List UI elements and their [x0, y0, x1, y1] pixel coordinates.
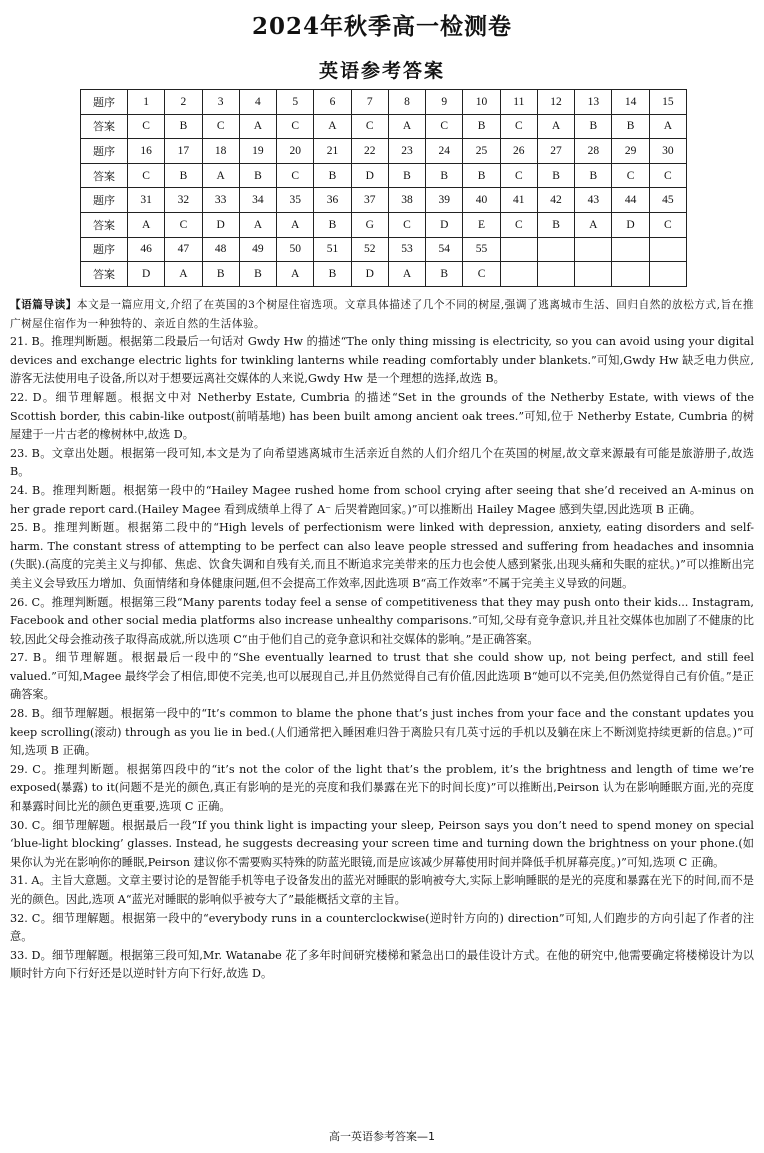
- guide-label: 【语篇导读】: [10, 299, 77, 311]
- table-cell: B: [426, 262, 463, 287]
- table-cell: C: [351, 114, 388, 139]
- explanation-item: 24. B。推理判断题。根据第一段中的“Hailey Magee rushed home from school crying after seeing that she’d received an A-minus on her grade report card.(Hailey Magee 看到成绩单上得了 A⁻ 后哭着跑回家。)”可以推断出 Hailey Magee 感到失望,因此选项 B 正确。: [10, 483, 754, 516]
- table-cell: 52: [351, 237, 388, 262]
- answer-row: [81, 114, 687, 139]
- explanation-item: 29. C。推理判断题。根据第四段中的“it’s not the color of the light that’s the problem, it’s the brightness and length of time we’re exposed(暴露) to it(问题不是光的颜色,真正有影响的是光的亮度和我们暴露在光下的时间长度)”可以推断出,Peirson 认为在影响睡眠方面,光的亮度和暴露时间比光的颜色更重要,选项 C 正确。: [10, 762, 754, 814]
- table-cell: C: [128, 163, 165, 188]
- table-cell: A: [388, 114, 425, 139]
- table-cell: B: [575, 114, 612, 139]
- table-cell: B: [575, 163, 612, 188]
- table-cell: 43: [575, 188, 612, 213]
- table-cell: A: [202, 163, 239, 188]
- table-cell: 10: [463, 90, 500, 115]
- table-cell: C: [388, 212, 425, 237]
- table-cell: B: [612, 114, 649, 139]
- table-cell: C: [277, 114, 314, 139]
- page-title: 2024年秋季高一检测卷: [251, 13, 512, 40]
- question-number-row: [81, 188, 687, 213]
- table-cell: G: [351, 212, 388, 237]
- table-cell: 7: [351, 90, 388, 115]
- table-cell: 8: [388, 90, 425, 115]
- table-cell: 4: [239, 90, 276, 115]
- table-cell: [500, 237, 537, 262]
- table-cell: [649, 262, 686, 287]
- table-cell: 55: [463, 237, 500, 262]
- table-cell: 39: [426, 188, 463, 213]
- table-cell: A: [277, 212, 314, 237]
- table-cell: 14: [612, 90, 649, 115]
- answer-row: [81, 163, 687, 188]
- table-cell: 16: [128, 139, 165, 164]
- table-cell: 34: [239, 188, 276, 213]
- table-cell: [612, 262, 649, 287]
- table-cell: B: [463, 114, 500, 139]
- table-cell: 20: [277, 139, 314, 164]
- table-cell: B: [426, 163, 463, 188]
- table-cell: [537, 262, 574, 287]
- table-cell: [500, 262, 537, 287]
- table-cell: [575, 262, 612, 287]
- guide-text: 本文是一篇应用文,介绍了在英国的3个树屋住宿选项。文章具体描述了几个不同的树屋,强调了逃离城市生活、回归自然的放松方式,旨在推广树屋住宿作为一种独特的、亲近自然的生活体验。: [10, 299, 754, 330]
- table-cell: A: [277, 262, 314, 287]
- table-cell: A: [239, 114, 276, 139]
- explanation-list: [10, 333, 754, 984]
- page-subtitle: 英语参考答案: [318, 60, 445, 82]
- table-cell: A: [388, 262, 425, 287]
- table-cell: 37: [351, 188, 388, 213]
- table-cell: C: [202, 114, 239, 139]
- table-cell: 41: [500, 188, 537, 213]
- table-cell: B: [202, 262, 239, 287]
- table-cell: 44: [612, 188, 649, 213]
- question-number-row: [81, 90, 687, 115]
- table-cell: [575, 237, 612, 262]
- table-cell: C: [277, 163, 314, 188]
- table-cell: 40: [463, 188, 500, 213]
- table-cell: 18: [202, 139, 239, 164]
- explanation-item: 23. B。文章出处题。根据第一段可知,本文是为了向希望逃离城市生活亲近自然的人们介绍几个在英国的树屋,故文章来源最有可能是旅游册子,故选 B。: [10, 446, 754, 479]
- table-cell: 36: [314, 188, 351, 213]
- table-cell: 1: [128, 90, 165, 115]
- table-cell: 29: [612, 139, 649, 164]
- table-cell: A: [537, 114, 574, 139]
- table-cell: C: [649, 163, 686, 188]
- table-cell: C: [463, 262, 500, 287]
- table-cell: A: [314, 114, 351, 139]
- table-cell: 33: [202, 188, 239, 213]
- table-cell: C: [426, 114, 463, 139]
- row-header-cell: 答案: [81, 114, 128, 139]
- explanation-item: 32. C。细节理解题。根据第一段中的“everybody runs in a counterclockwise(逆时针方向的) direction”可知,人们跑步的方向引起了作者的注意。: [10, 911, 754, 944]
- table-cell: 26: [500, 139, 537, 164]
- answer-row: [81, 262, 687, 287]
- explanation-item: 21. B。推理判断题。根据第二段最后一句话对 Gwdy Hw 的描述“The only thing missing is electricity, so you can avoid using your digital devices and exchange electric lights for twinkling lanterns while reading comfortably under blankets.”可知,Gwdy Hw 缺乏电力供应,游客无法使用电子设备,所以对于想要远离社交媒体的人来说,Gwdy Hw 是一个理想的选择,故选 B。: [10, 335, 754, 386]
- table-cell: 19: [239, 139, 276, 164]
- answer-explanations: [10, 296, 754, 984]
- table-cell: B: [314, 262, 351, 287]
- table-cell: 15: [649, 90, 686, 115]
- table-cell: [649, 237, 686, 262]
- page-footer: 高一英语参考答案—1: [329, 1130, 435, 1143]
- table-cell: D: [351, 163, 388, 188]
- table-cell: B: [165, 163, 202, 188]
- table-cell: D: [612, 212, 649, 237]
- table-cell: B: [388, 163, 425, 188]
- row-header-cell: 题序: [81, 188, 128, 213]
- table-cell: B: [314, 163, 351, 188]
- table-cell: C: [128, 114, 165, 139]
- table-cell: 11: [500, 90, 537, 115]
- question-number-row: [81, 139, 687, 164]
- table-cell: A: [128, 212, 165, 237]
- explanation-item: 22. D。细节理解题。根据文中对 Netherby Estate, Cumbria 的描述“Set in the grounds of the Netherby Estate, with views of the Scottish border, this cabin-like outpost(前哨基地) has been built among ancient oak trees.”可知,位于 Netherby Estate, Cumbria 的树屋建于一片古老的橡树林中,故选 D。: [10, 390, 754, 442]
- table-cell: D: [426, 212, 463, 237]
- table-cell: E: [463, 212, 500, 237]
- table-cell: 6: [314, 90, 351, 115]
- table-cell: 2: [165, 90, 202, 115]
- table-cell: B: [239, 163, 276, 188]
- answer-table: [80, 89, 687, 287]
- table-cell: 48: [202, 237, 239, 262]
- table-cell: 28: [575, 139, 612, 164]
- table-cell: 22: [351, 139, 388, 164]
- table-cell: 24: [426, 139, 463, 164]
- explanation-item: 26. C。推理判断题。根据第三段“Many parents today feel a sense of competitiveness that they may push onto their kids... Instagram, Facebook and other social media platforms also increase unhealthy comparisons.”可知,父母有竞争意识,并且社交媒体也加剧了不健康的比较,因此父母会推动孩子取得高成就,所以选项 C“由于他们自己的竞争意识和社交媒体的影响。”是正确答案。: [10, 595, 754, 646]
- row-header-cell: 答案: [81, 262, 128, 287]
- table-cell: C: [612, 163, 649, 188]
- table-cell: 46: [128, 237, 165, 262]
- table-cell: 45: [649, 188, 686, 213]
- table-cell: 17: [165, 139, 202, 164]
- table-cell: 47: [165, 237, 202, 262]
- table-cell: C: [500, 114, 537, 139]
- table-cell: [537, 237, 574, 262]
- table-cell: D: [202, 212, 239, 237]
- table-cell: C: [649, 212, 686, 237]
- table-cell: A: [575, 212, 612, 237]
- table-cell: B: [463, 163, 500, 188]
- table-cell: B: [239, 262, 276, 287]
- table-cell: B: [537, 163, 574, 188]
- row-header-cell: 答案: [81, 212, 128, 237]
- table-cell: C: [500, 212, 537, 237]
- table-cell: D: [351, 262, 388, 287]
- table-cell: A: [239, 212, 276, 237]
- answer-row: [81, 212, 687, 237]
- table-cell: 49: [239, 237, 276, 262]
- table-cell: B: [314, 212, 351, 237]
- explanation-item: 30. C。细节理解题。根据最后一段“If you think light is impacting your sleep, Peirson says you don’t need to spend money on special ‘blue-light blocking’ glasses. Instead, he suggests decreasing your screen time and turning down the brightness on your phone.(如果你认为光在影响你的睡眠,Peirson 建议你不需要购买特殊的防蓝光眼镜,而是应该减少屏幕使用时间并降低手机屏幕亮度。)”可知,选项 C 正确。: [10, 818, 754, 869]
- row-header-cell: 题序: [81, 90, 128, 115]
- explanation-item: 31. A。主旨大意题。文章主要讨论的是智能手机等电子设备发出的蓝光对睡眠的影响被夸大,实际上影响睡眠的是光的亮度和暴露在光下的时间,而不是光的颜色。因此,选项 A“蓝光对睡眠的影响似乎被夸大了”最能概括文章的主旨。: [10, 874, 754, 906]
- question-number-row: [81, 237, 687, 262]
- row-header-cell: 题序: [81, 139, 128, 164]
- table-cell: 53: [388, 237, 425, 262]
- explanation-item: 33. D。细节理解题。根据第三段可知,Mr. Watanabe 花了多年时间研究楼梯和紧急出口的最佳设计方式。在他的研究中,他需要确定将楼梯设计为以顺时针方向下行好还是以逆时针方向下行好,故选 D。: [10, 948, 754, 981]
- table-cell: 50: [277, 237, 314, 262]
- table-cell: 35: [277, 188, 314, 213]
- table-cell: 13: [575, 90, 612, 115]
- table-cell: C: [500, 163, 537, 188]
- table-cell: 30: [649, 139, 686, 164]
- table-cell: 25: [463, 139, 500, 164]
- table-cell: 5: [277, 90, 314, 115]
- row-header-cell: 题序: [81, 237, 128, 262]
- table-cell: 3: [202, 90, 239, 115]
- table-cell: 31: [128, 188, 165, 213]
- table-cell: 21: [314, 139, 351, 164]
- table-cell: 54: [426, 237, 463, 262]
- explanation-item: 25. B。推理判断题。根据第二段中的“High levels of perfectionism were linked with depression, anxiety, eating disorders and self-harm. The constant stress of attempting to be perfect can also leave people stressed and suffering from headaches and insomnia (失眠).(高度的完美主义与抑郁、焦虑、饮食失调和自残有关,而且不断追求完美带来的压力也会使人感到紧张,出现头痛和失眠的症状。)”可以推断出完美主义会导致压力增加、负面情绪和身体健康问题,但不会提高工作效率,因此选项 B“高工作效率”不属于完美主义导致的问题。: [10, 521, 754, 590]
- row-header-cell: 答案: [81, 163, 128, 188]
- passage-guide: [10, 296, 754, 333]
- table-cell: A: [165, 262, 202, 287]
- explanation-item: 27. B。细节理解题。根据最后一段中的“She eventually learned to trust that she could show up, not being perfect, and still feel valued.”可知,Magee 最终学会了相信,即使不完美,也可以展现自己,并且仍然觉得自己有价值,因此选项 B“她可以不完美,但仍然觉得自己有价值。”是正确答案。: [10, 651, 754, 702]
- table-cell: A: [649, 114, 686, 139]
- table-cell: 27: [537, 139, 574, 164]
- table-cell: 23: [388, 139, 425, 164]
- table-cell: D: [128, 262, 165, 287]
- table-cell: B: [537, 212, 574, 237]
- table-cell: 32: [165, 188, 202, 213]
- table-cell: 51: [314, 237, 351, 262]
- table-cell: 12: [537, 90, 574, 115]
- explanation-item: 28. B。细节理解题。根据第一段中的“It’s common to blame the phone that’s just inches from your face and the constant updates you keep scrolling(滚动) through as you lie in bed.(人们通常把入睡困难归咎于离脸只有几英寸远的手机以及躺在床上不断浏览持续更新的信息。)”可知,选项 B 正确。: [10, 707, 754, 758]
- table-cell: 38: [388, 188, 425, 213]
- table-cell: 42: [537, 188, 574, 213]
- table-cell: 9: [426, 90, 463, 115]
- table-cell: B: [165, 114, 202, 139]
- table-cell: [612, 237, 649, 262]
- table-cell: C: [165, 212, 202, 237]
